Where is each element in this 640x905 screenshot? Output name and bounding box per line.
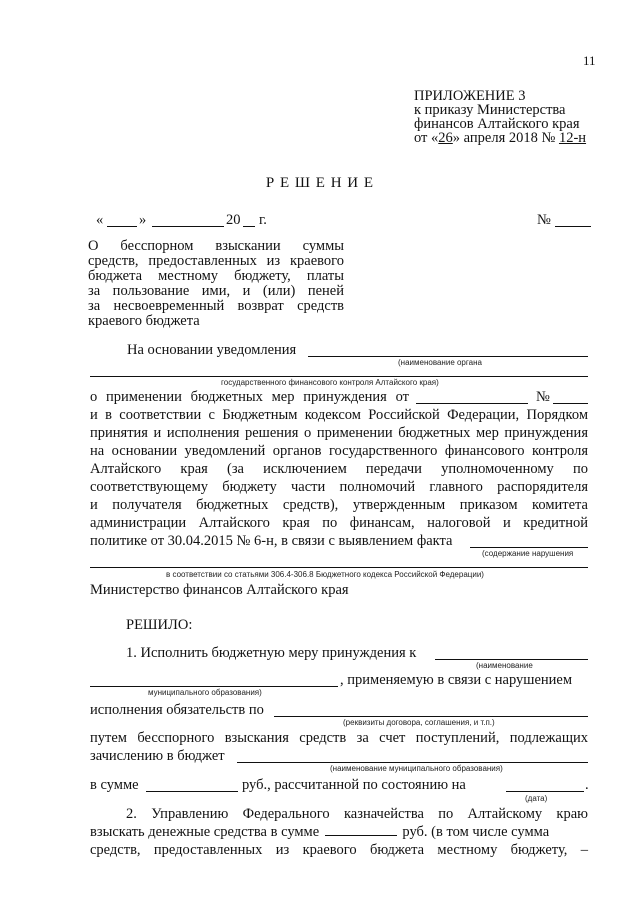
year-prefix: 20 (226, 212, 241, 228)
month-blank (152, 226, 224, 227)
caption-articles: в соответствии со статьями 306.4-306.8 Бюджетного кодекса Российской Федерации) (166, 570, 484, 579)
para1-first-line: о применении бюджетных мер принуждения от (90, 389, 409, 405)
number-blank (555, 226, 591, 227)
item2-line: взыскать денежные средства в сумме руб. (в том числе сумма (90, 824, 550, 840)
sum-prefix: в сумме (90, 777, 139, 793)
violation-blank-2 (90, 567, 588, 568)
para1-line: и в соответствии с Бюджетным кодексом Российской Федерации, Порядком (90, 407, 588, 423)
item2-line: средств, предоставленных из краевого бюджета местному бюджету, – (90, 842, 588, 858)
caption-municipal-name: (наименование муниципального образования) (330, 764, 503, 773)
item2-sum-blank (325, 823, 397, 836)
year-blank (243, 226, 255, 227)
date-quote-open: « (96, 212, 104, 228)
subject-line: за несвоевременный возврат средств (88, 298, 344, 314)
appendix-title: ПРИЛОЖЕНИЕ 3 (414, 88, 526, 104)
item1-collection: путем бесспорного взыскания средств за счет поступлений, подлежащих (90, 730, 588, 746)
item1-obligations: исполнения обязательств по (90, 702, 264, 718)
item1-violation-text: , применяемую в связи с нарушением (340, 672, 573, 688)
budget-blank (237, 762, 588, 763)
sum-middle: руб., рассчитанной по состоянию на (242, 777, 466, 793)
day-blank (107, 226, 137, 227)
caption-municipal: муниципального образования) (148, 688, 262, 697)
sum-end: . (585, 777, 589, 793)
para1-line: Алтайского края (за исключением передачи уполномоченному по (90, 461, 588, 477)
caption-violation: (содержание нарушения (482, 549, 574, 558)
organ-blank (308, 356, 588, 357)
para1-line: администрации Алтайского края по финансам, налоговой и кредитной (90, 515, 588, 531)
contract-blank (274, 716, 588, 717)
para1-line: принятия и исполнения решения о применении бюджетных мер принуждения (90, 425, 588, 441)
basis-intro: На основании уведомления (127, 342, 297, 358)
caption-contract: (реквизиты договора, соглашения, и т.п.) (343, 718, 495, 727)
decided-heading: РЕШИЛО: (126, 617, 193, 633)
subject-line: бюджета местному бюджету, платы (88, 268, 344, 284)
year-suffix: г. (259, 212, 267, 228)
subject-line: краевого бюджета (88, 313, 200, 329)
item1-intro: 1. Исполнить бюджетную меру принуждения к (126, 645, 417, 661)
para1-line: на основании уведомлений органов государственного финансового контроля (90, 443, 588, 459)
para1-line: соответствующему бюджету части полномочий главного распорядителя (90, 479, 588, 495)
notice-number-blank (553, 403, 588, 404)
notice-number-sign: № (536, 389, 550, 405)
violation-blank (470, 547, 588, 548)
appendix-line-3: финансов Алтайского края (414, 116, 580, 132)
subject-line: О бесспорном взыскании суммы (88, 238, 344, 254)
document-title: Р Е Ш Е Н И Е (265, 175, 375, 191)
number-sign: № (537, 212, 551, 228)
sum-blank (146, 791, 238, 792)
date-blank (506, 791, 584, 792)
item2-line: 2. Управлению Федерального казначейства по Алтайскому краю (126, 806, 588, 822)
appendix-date-line: от «26» апреля 2018 № 12-н (414, 130, 587, 146)
para1-line: политике от 30.04.2015 № 6-н, в связи с выявлением факта (90, 533, 453, 549)
caption-date: (дата) (525, 794, 548, 803)
notice-date-blank (416, 403, 528, 404)
ministry-name: Министерство финансов Алтайского края (90, 582, 349, 598)
subject-line: средств, предоставленных из краевого (88, 253, 344, 269)
page-number: 11 (583, 53, 596, 68)
organ-blank-2 (90, 376, 588, 377)
municipality-blank-2 (90, 686, 338, 687)
appendix-line-2: к приказу Министерства (414, 102, 566, 118)
para1-line: и получателя бюджетных средств), утвержденным приказом комитета (90, 497, 588, 513)
subject-line: за пользование ими, и (или) пеней (88, 283, 344, 299)
caption-name: (наименование (476, 661, 533, 670)
date-quote-close: » (139, 212, 147, 228)
item1-budget: зачислению в бюджет (90, 748, 225, 764)
municipality-blank (435, 659, 588, 660)
caption-organ: (наименование органа (398, 358, 482, 367)
caption-control: государственного финансового контроля Алтайского края) (221, 378, 439, 387)
